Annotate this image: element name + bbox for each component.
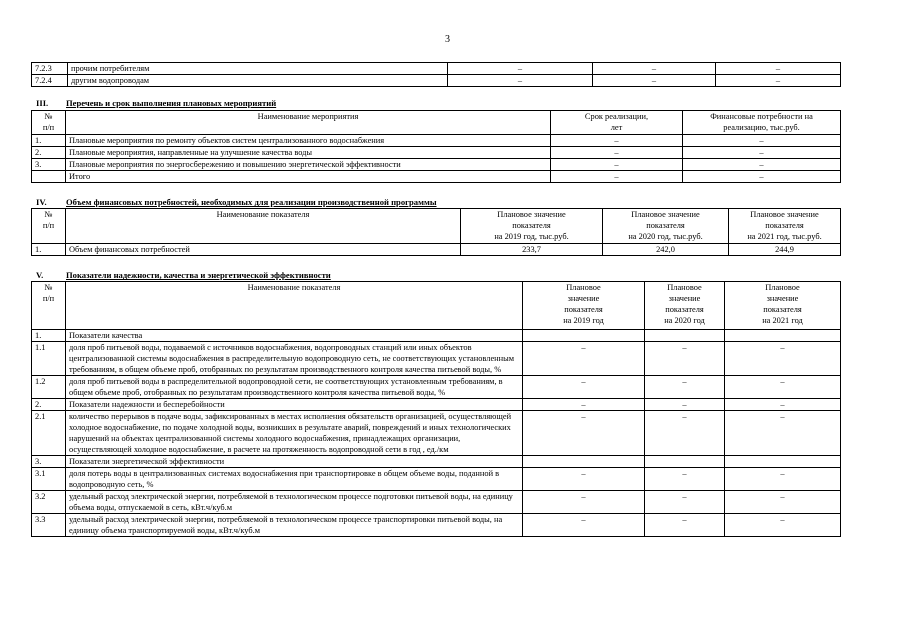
row-value-2019: – [523,411,645,456]
header-term: Срок реализации, лет [551,111,683,135]
row-value-2021: – [725,399,841,411]
header-2020: Плановое значение показателя на 2020 год [645,282,725,330]
section-5-heading [36,270,331,280]
section-3-table [31,110,841,183]
row-name: количество перерывов в подаче воды, зафиксированных в местах исполнения обязательств организацией, осуществляющей холодное водоснабжение, по подаче холодной воды, возникших в результате аварий, повреждений и иных технологических нарушений на объектах централизованной системы холодного водоснабжения, принадлежащих организации, осуществляющей холодное водоснабжение, в расчете на протяженность водопроводной сети в год , ед./км [66,411,523,456]
row-term: – [551,147,683,159]
header-num: № п/п [32,282,66,330]
row-value-2021: – [725,376,841,399]
row-value-2019: 233,7 [461,244,603,256]
section-3-title: Перечень и срок выполнения плановых мероприятий [66,98,277,108]
row-finance: – [683,147,841,159]
row-value-2020: – [645,342,725,376]
row-number: 2. [32,147,66,159]
row-value-2021: – [725,468,841,491]
row-value-2021 [725,330,841,342]
header-name: Наименование показателя [66,282,523,330]
table-row [32,399,841,411]
section-5-table [31,281,841,537]
row-number: 3.3 [32,514,66,537]
row-value-2019: – [523,514,645,537]
section-3-heading [36,98,276,108]
table-header-row [32,111,841,135]
section-3-number: III. [36,98,49,108]
row-name: Показатели качества [66,330,523,342]
row-name: другим водопроводам [68,75,448,87]
top-continuation-table [31,62,841,87]
row-number: 7.2.3 [32,63,68,75]
row-number: 3.1 [32,468,66,491]
row-value-2020: 242,0 [603,244,729,256]
row-finance: – [683,159,841,171]
section-4-title: Объем финансовых потребностей, необходимых для реализации производственной программы [66,197,437,207]
row-value-2019: – [523,399,645,411]
row-name: Показатели надежности и бесперебойности [66,399,523,411]
row-value-2019: – [523,491,645,514]
row-value: – [593,63,716,75]
row-value-2021: – [725,411,841,456]
section-4-heading [36,197,437,207]
row-value-2020: – [645,411,725,456]
row-value: – [448,63,593,75]
header-name: Наименование мероприятия [66,111,551,135]
row-value-2020 [645,456,725,468]
header-2021: Плановое значение показателя на 2021 год, тыс.руб. [729,209,841,244]
row-number: 7.2.4 [32,75,68,87]
header-finance: Финансовые потребности на реализацию, тыс.руб. [683,111,841,135]
table-row [32,63,841,75]
row-value-2021: 244,9 [729,244,841,256]
row-number: 3. [32,159,66,171]
row-name: доля проб питьевой воды в распределительной водопроводной сети, не соответствующих установленным требованиям, в общем объеме проб, отобранных по результатам производственного контроля качества питьевой воды, % [66,376,523,399]
header-2019: Плановое значение показателя на 2019 год, тыс.руб. [461,209,603,244]
row-number: 1. [32,135,66,147]
table-row [32,342,841,376]
row-number [32,171,66,183]
row-value-2019: – [523,468,645,491]
table-row [32,411,841,456]
header-2020: Плановое значение показателя на 2020 год, тыс.руб. [603,209,729,244]
table-row [32,147,841,159]
row-value-2020: – [645,514,725,537]
row-name: Плановые мероприятия по энергосбережению и повышению энергетической эффективности [66,159,551,171]
row-value-2021 [725,456,841,468]
table-row [32,75,841,87]
row-number: 2. [32,399,66,411]
row-value-2021: – [725,491,841,514]
row-finance: – [683,135,841,147]
row-term: – [551,135,683,147]
table-row [32,514,841,537]
row-value-2020: – [645,491,725,514]
row-value: – [593,75,716,87]
row-value-2019: – [523,376,645,399]
row-name: удельный расход электрической энергии, потребляемой в технологическом процессе подготовки питьевой воды, на единицу объема воды, отпускаемой в сеть, кВт.ч/куб.м [66,491,523,514]
row-term: – [551,171,683,183]
table-row [32,376,841,399]
row-term: – [551,159,683,171]
table-row [32,491,841,514]
page-number: 3 [445,34,450,45]
table-row [32,244,841,256]
row-number: 1.1 [32,342,66,376]
row-name: удельный расход электрической энергии, потребляемой в технологическом процессе транспортировки питьевой воды, на единицу объема транспортируемой воды, кВт.ч/куб.м [66,514,523,537]
table-row [32,330,841,342]
table-row [32,468,841,491]
table-row [32,171,841,183]
row-value-2020: – [645,376,725,399]
row-value-2019: – [523,342,645,376]
row-value: – [716,63,841,75]
table-row [32,135,841,147]
row-number: 1. [32,330,66,342]
section-4-table [31,208,841,256]
row-number: 2.1 [32,411,66,456]
row-name: прочим потребителям [68,63,448,75]
row-number: 1. [32,244,66,256]
row-finance: – [683,171,841,183]
header-2019: Плановое значение показателя на 2019 год [523,282,645,330]
table-row [32,456,841,468]
row-value-2019 [523,456,645,468]
row-name: Объем финансовых потребностей [66,244,461,256]
table-header-row [32,282,841,330]
row-value-2019 [523,330,645,342]
header-2021: Плановое значение показателя на 2021 год [725,282,841,330]
row-value-2020: – [645,468,725,491]
row-name: Показатели энергетической эффективности [66,456,523,468]
row-value-2020: – [645,399,725,411]
row-name: Итого [66,171,551,183]
table-row [32,159,841,171]
row-value-2021: – [725,342,841,376]
table-header-row [32,209,841,244]
row-value: – [716,75,841,87]
section-4-number: IV. [36,197,47,207]
row-value-2020 [645,330,725,342]
row-number: 3.2 [32,491,66,514]
row-number: 1.2 [32,376,66,399]
row-value-2021: – [725,514,841,537]
row-name: доля проб питьевой воды, подаваемой с источников водоснабжения, водопроводных станций или иных объектов централизованной системы водоснабжения в распределительную водопроводную сеть, не соответствующих установленным требованиям, в общем объеме проб, отобранных по результатам производственного контроля качества питьевой воды, % [66,342,523,376]
section-5-number: V. [36,270,44,280]
header-num: № п/п [32,111,66,135]
row-value: – [448,75,593,87]
row-number: 3. [32,456,66,468]
row-name: Плановые мероприятия по ремонту объектов систем централизованного водоснабжения [66,135,551,147]
header-num: № п/п [32,209,66,244]
section-5-title: Показатели надежности, качества и энергетической эффективности [66,270,331,280]
row-name: Плановые мероприятия, направленные на улучшение качества воды [66,147,551,159]
row-name: доля потерь воды в централизованных системах водоснабжения при транспортировке в общем объеме воды, поданной в водопроводную сеть, % [66,468,523,491]
header-name: Наименование показателя [66,209,461,244]
